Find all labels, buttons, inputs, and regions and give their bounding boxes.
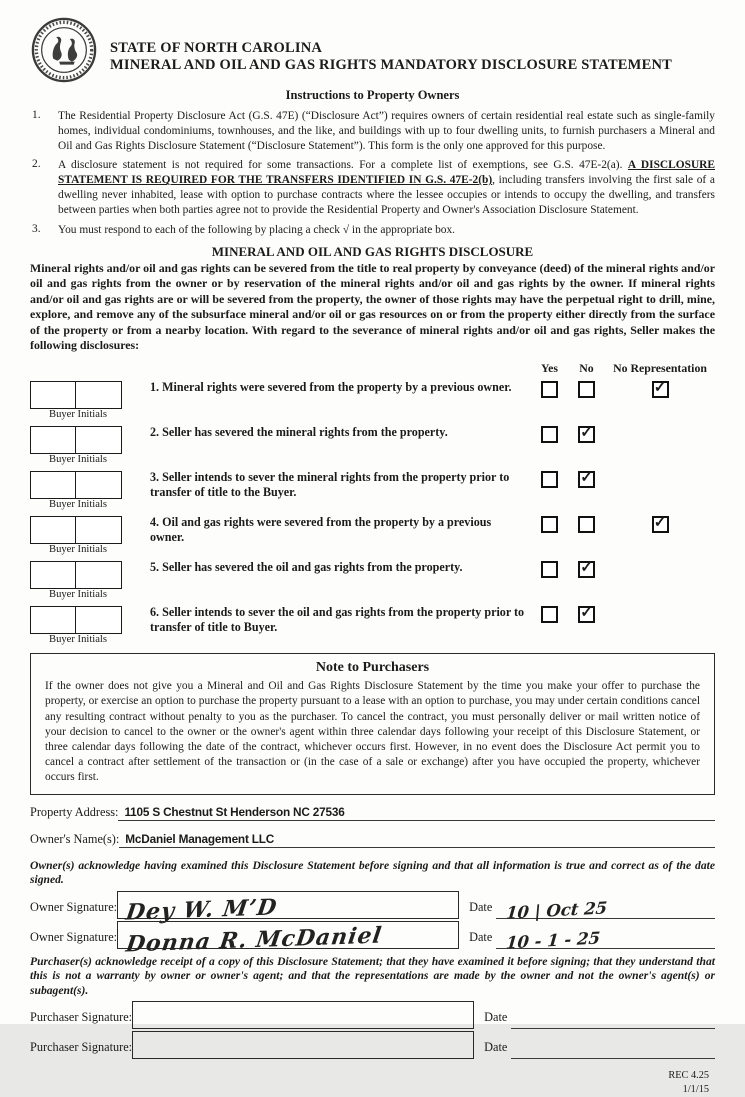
instruction-text: A disclosure statement is not required for some transactions. For a complete list of exemptions, see G.S. 47E-2(a). A DISCLOSURE STATEMENT IS REQUIRED FOR THE TRANSFERS IDENTIFIED IN G.S. 47E-2(b), including transfers involving the first sale of a dwelling never inhabited, lease with option to purchase contracts where the lessee occupies or intends to occupy the dwelling, and transfers between parties when both parties agree not to provide the Residential Property and Owner's Association Disclosure Statement. <box>58 159 715 216</box>
disclosure-row-4 <box>30 515 715 555</box>
owner-names-row <box>30 832 715 848</box>
no-checkbox[interactable]: ✓ <box>578 471 595 488</box>
note-to-purchasers-box <box>30 653 715 794</box>
no-checkbox[interactable] <box>578 381 595 398</box>
buyer-initials-group <box>30 470 150 510</box>
buyer-initials-box[interactable] <box>30 606 77 634</box>
buyer-initials-box[interactable] <box>30 471 77 499</box>
disclosure-row-2 <box>30 425 715 465</box>
disclosure-row-3 <box>30 470 715 510</box>
owner-date-field[interactable] <box>496 926 715 953</box>
instruction-text: The Residential Property Disclosure Act (G.S. 47E) (“Disclosure Act”) requires owners of certain residential real estate such as single-family homes, individual condominiums, townhouses, and the like, and buildings with up to four dwelling units, to furnish purchasers a Mineral and Oil and Gas Rights Disclosure Statement (“Disclosure Statement”). This form is the only one approved for this purpose. <box>58 110 715 152</box>
state-title: STATE OF NORTH CAROLINA <box>110 40 323 56</box>
yes-checkbox[interactable] <box>541 381 558 398</box>
instruction-item-3 <box>30 223 715 238</box>
purchaser-signature-field[interactable] <box>132 1001 474 1029</box>
no-checkbox[interactable]: ✓ <box>578 561 595 578</box>
owner-signature-row-2 <box>30 921 715 958</box>
no-checkbox[interactable] <box>578 516 595 533</box>
purchaser-acknowledgment: Purchaser(s) acknowledge receipt of a copy of this Disclosure Statement; that they have examined it before signing; that they understand that this is not a warranty by owner or owner's agent; and that the representations are made by the owner and not the owner's agent(s) or subagent(s). <box>30 954 715 997</box>
purchaser-signature-row-2 <box>30 1031 715 1059</box>
owner-names-label: Owner's Name(s): <box>30 831 120 846</box>
buyer-initials-box[interactable] <box>75 561 122 589</box>
buyer-initials-group <box>30 605 150 645</box>
buyer-initials-box[interactable] <box>75 516 122 544</box>
instruction-text: You must respond to each of the following by placing a check √ in the appropriate box. <box>58 223 456 236</box>
buyer-initials-box[interactable] <box>30 381 77 409</box>
instruction-number: 3. <box>32 222 41 235</box>
owner-date-handwriting: 10 - 1 - 25 <box>505 928 602 953</box>
owner-signature-field[interactable] <box>117 921 459 958</box>
no-checkbox[interactable]: ✓ <box>578 606 595 623</box>
buyer-initials-group <box>30 425 150 465</box>
buyer-initials-box[interactable] <box>30 426 77 454</box>
nc-real-estate-commission-seal-icon <box>30 16 98 84</box>
owner-signature-label: Owner Signature: <box>30 899 118 914</box>
no-representation-checkbox[interactable]: ✓ <box>652 381 669 398</box>
yes-checkbox[interactable] <box>541 426 558 443</box>
instruction-item-1 <box>30 109 715 153</box>
owner-signature-field[interactable] <box>117 891 459 926</box>
buyer-initials-label: Buyer Initials <box>49 409 107 421</box>
buyer-initials-box[interactable] <box>75 381 122 409</box>
column-header-yes: Yes <box>540 361 559 376</box>
yes-checkbox[interactable] <box>541 561 558 578</box>
checkbox-column-headers <box>30 361 715 376</box>
purchaser-signature-label: Purchaser Signature: <box>30 1010 133 1025</box>
disclosure-row-6 <box>30 605 715 645</box>
disclosure-statement: 6. Seller intends to sever the oil and gas rights from the property prior to transfer of title to Buyer. <box>150 605 525 635</box>
buyer-initials-group <box>30 560 150 600</box>
disclosure-statement: 5. Seller has severed the oil and gas rights from the property. <box>150 560 463 575</box>
form-revision-code: REC 4.25 <box>668 1070 709 1082</box>
buyer-initials-box[interactable] <box>30 516 77 544</box>
buyer-initials-label: Buyer Initials <box>49 454 107 466</box>
disclosure-statement: 4. Oil and gas rights were severed from the property by a previous owner. <box>150 515 492 545</box>
yes-checkbox[interactable] <box>541 606 558 623</box>
purchaser-date-field[interactable] <box>511 1036 715 1059</box>
column-header-no-representation: No Representation <box>613 361 707 376</box>
date-label: Date <box>469 929 493 944</box>
form-revision-date: 1/1/15 <box>682 1084 709 1096</box>
form-footer <box>30 1069 715 1097</box>
owner-date-field[interactable] <box>496 896 715 923</box>
purchaser-date-field[interactable] <box>511 1006 715 1029</box>
disclosure-row-1 <box>30 380 715 420</box>
date-label: Date <box>469 899 493 914</box>
buyer-initials-group <box>30 515 150 555</box>
purchaser-signature-field[interactable] <box>132 1031 474 1059</box>
property-address-label: Property Address: <box>30 804 119 819</box>
yes-checkbox[interactable] <box>541 516 558 533</box>
disclosure-statement: 3. Seller intends to sever the mineral rights from the property prior to transfer of title to the Buyer. <box>150 470 510 500</box>
form-title: MINERAL AND OIL AND GAS RIGHTS MANDATORY DISCLOSURE STATEMENT <box>110 57 672 73</box>
disclosure-statement: 2. Seller has severed the mineral rights from the property. <box>150 425 448 440</box>
buyer-initials-group <box>30 380 150 420</box>
buyer-initials-box[interactable] <box>75 426 122 454</box>
property-address-row <box>30 805 715 821</box>
no-checkbox[interactable]: ✓ <box>578 426 595 443</box>
owner-signature-handwriting: Donna R. McDaniel <box>124 922 384 958</box>
disclosure-heading: MINERAL AND OIL AND GAS RIGHTS DISCLOSURE <box>211 243 534 259</box>
disclosure-intro: Mineral rights and/or oil and gas rights can be severed from the title to real property by conveyance (deed) of the mineral rights and/or oil and gas rights from the owner or by reservation of the mineral rights and/or oil and gas rights by the owner. If mineral rights and/or oil and gas rights are or will be severed from the property, the owner of those rights may have the perpetual right to drill, mine, explore, and remove any of the subsurface mineral and/or oil or gas resources on or from the property either directly from the surface of the property or from a nearby location. With regard to the severance of mineral rights and/or oil and gas rights, Seller makes the following disclosures: <box>30 260 715 352</box>
yes-checkbox[interactable] <box>541 471 558 488</box>
disclosure-statement: 1. Mineral rights were severed from the property by a previous owner. <box>150 380 512 395</box>
disclosure-row-5 <box>30 560 715 600</box>
form-header <box>30 16 715 84</box>
buyer-initials-label: Buyer Initials <box>49 544 107 556</box>
buyer-initials-label: Buyer Initials <box>49 634 107 646</box>
column-header-no: No <box>579 361 594 376</box>
buyer-initials-box[interactable] <box>75 471 122 499</box>
owner-signature-label: Owner Signature: <box>30 929 118 944</box>
owner-signature-row-1 <box>30 891 715 926</box>
buyer-initials-box[interactable] <box>30 561 77 589</box>
instruction-item-2 <box>30 158 715 217</box>
no-representation-checkbox[interactable]: ✓ <box>652 516 669 533</box>
instructions-heading: Instructions to Property Owners <box>285 88 460 102</box>
purchaser-signature-row-1 <box>30 1001 715 1029</box>
instruction-number: 2. <box>32 158 41 171</box>
owner-names-field[interactable]: McDaniel Management LLC <box>119 832 715 848</box>
owner-acknowledgment: Owner(s) acknowledge having examined this Disclosure Statement before signing and that all information is true and correct as of the date signed. <box>30 858 715 887</box>
property-address-field[interactable]: 1105 S Chestnut St Henderson NC 27536 <box>118 805 715 821</box>
buyer-initials-label: Buyer Initials <box>49 589 107 601</box>
note-heading: Note to Purchasers <box>315 660 430 676</box>
buyer-initials-label: Buyer Initials <box>49 499 107 511</box>
note-body: If the owner does not give you a Mineral and Oil and Gas Rights Disclosure Statement by the time you make your offer to purchase the property, or exercise an option to purchase the property pursuant to a lease with an option to purchase, you may under certain conditions cancel any resulting contract without penalty to you as the purchaser. To cancel the contract, you must personally deliver or mail written notice of your decision to cancel to the owner or the owner's agent within three calendar days following your receipt of this Disclosure Statement, or three calendar days following the date of the contract, whichever occurs first. However, in no event does the Disclosure Act permit you to cancel a contract after settlement of the transaction or (in the case of a sale or exchange) after you have occupied the property, whichever occurs first. <box>45 680 700 783</box>
instruction-number: 1. <box>32 109 41 121</box>
owner-date-handwriting: 10 | Oct 25 <box>505 898 609 923</box>
date-label: Date <box>484 1010 508 1025</box>
date-label: Date <box>484 1040 508 1055</box>
owner-signature-handwriting: Dey W. M’D <box>124 894 280 926</box>
purchaser-signature-label: Purchaser Signature: <box>30 1040 133 1055</box>
buyer-initials-box[interactable] <box>75 606 122 634</box>
